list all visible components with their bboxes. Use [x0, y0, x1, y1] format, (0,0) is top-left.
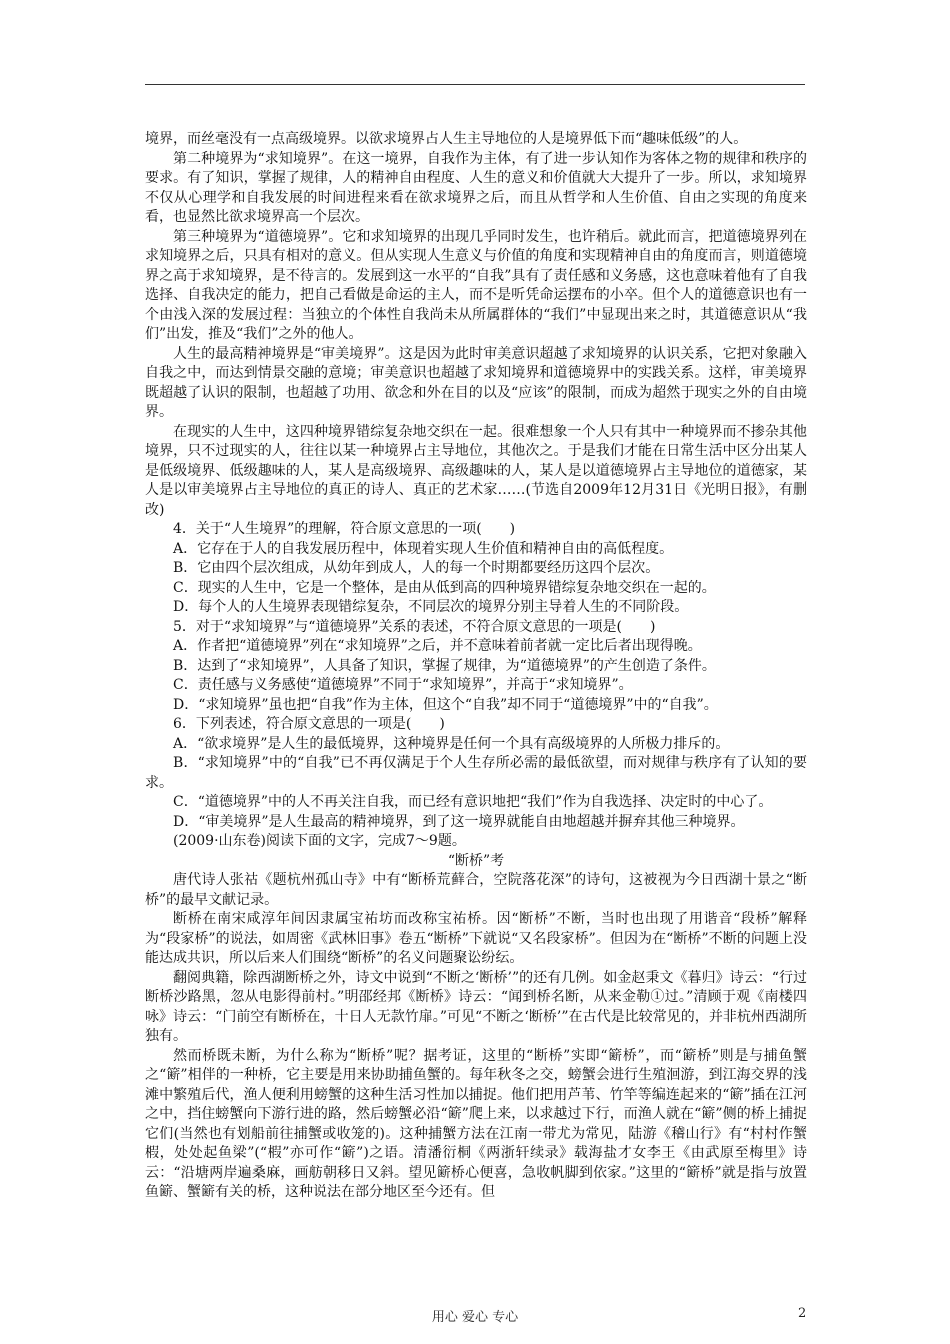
paragraph: 在现实的人生中，这四种境界错综复杂地交织在一起。很难想象一个人只有其中一种境界而不掺杂其他境界，只不过现实的人，往往以某一种境界占主导地位，其他次之。于是我们才能在日常生活中区分出某人是低级境界、低级趣味的人，某人是高级境界、高级趣味的人，某人是以道德境界占主导地位的道德家，某人是以审美境界占主导地位的真正的诗人、真正的艺术家……(节选自2009年12月31日《光明日报》，有删改): [145, 423, 807, 518]
paragraph: 然而桥既未断，为什么称为“断桥”呢？据考证，这里的“断桥”实即“簖桥”，而“簖桥”则是与捕鱼蟹之“簖”相伴的一种桥，它主要是用来协助捕鱼蟹的。每年秋冬之交，螃蟹会进行生殖洄游，到江海交界的浅滩中繁殖后代，渔人便利用螃蟹的这种生活习性加以捕捉。他们把用芦苇、竹竿等编连起来的“簖”插在江河之中，挡住螃蟹向下游行进的路，然后螃蟹必沿“簖”爬上来，以求越过下行，而渔人就在“簖”侧的桥上捕捉它们(当然也有划船前往捕蟹或收笼的)。这种捕蟹方法在江南一带尤为常见，陆游《稽山行》有“村村作蟹椵，处处起鱼梁”(“椵”亦可作“簖”)之语。清潘衍桐《两浙轩续录》载海盐才女李王《由武原至梅里》诗云：“沿塘两岸遍桑麻，画舫朝移日又斜。望见簖桥心便喜，急收帆脚到依家。”这里的“簖桥”就是指与放置鱼簖、蟹簖有关的桥，这种说法在部分地区至今还有。但: [145, 1047, 807, 1200]
paragraph: A．它存在于人的自我发展历程中，体现着实现人生价值和精神自由的高低程度。: [173, 540, 674, 557]
paragraph: C．“道德境界”中的人不再关注自我，而已经有意识地把“我们”作为自我选择、决定时的中心了。: [173, 794, 773, 810]
paragraph: 境界，而丝毫没有一点高级境界。以欲求境界占人生主导地位的人是境界低下而“趣味低级”的人。: [145, 131, 748, 147]
paragraph: B．达到了“求知境界”，人具备了知识，掌握了规律，为“道德境界”的产生创造了条件。: [173, 657, 716, 674]
article-title: “断桥”考: [447, 852, 505, 869]
paragraph: 5．对于“求知境界”与“道德境界”关系的表述，不符合原文意思的一项是( ): [173, 618, 656, 635]
paragraph: A．作者把“道德境界”列在“求知境界”之后，并不意味着前者就一定比后者出现得晚。: [173, 638, 702, 654]
paragraph: 第二种境界为“求知境界”。在这一境界，自我作为主体，有了进一步认知作为客体之物的规律和秩序的要求。有了知识，掌握了规律，人的精神自由程度、人生的意义和价值就大大提升了一步。所以，求知境界不仅从心理学和自我发展的时间进程来看在欲求境界之后，而且从哲学和人生价值、自由之实现的角度来看，也显然比欲求境界高一个层次。: [145, 150, 807, 225]
paragraph: B．它由四个层次组成，从幼年到成人，人的每一个时期都要经历这四个层次。: [173, 560, 660, 576]
paragraph: 人生的最高精神境界是“审美境界”。这是因为此时审美意识超越了求知境界的认识关系，它把对象融入自我之中，而达到情景交融的意境；审美意识也超越了求知境界和道德境界中的实践关系。这样，审美境界既超越了认识的限制，也超越了功用、欲念和外在目的以及“应该”的限制，而成为超然于现实之外的自由境界。: [145, 345, 807, 420]
passage-part-one: [145, 130, 807, 852]
paragraph: 断桥在南宋咸淳年间因隶属宝祐坊而改称宝祐桥。因“断桥”不断，当时也出现了用谐音“段桥”解释为“段家桥”的说法，如周密《武林旧事》卷五“断桥”下就说“又名段家桥”。但因为在“断桥”不断的问题上没能达成共识，所以后来人们围绕“断桥”的名义问题聚讼纷纭。: [145, 911, 807, 966]
paragraph: 6．下列表述，符合原文意思的一项是( ): [173, 716, 445, 732]
page-number: 2: [798, 1306, 807, 1321]
paragraph: D．“审美境界”是人生最高的精神境界，到了这一境界就能自由地超越并摒弃其他三种境界。: [173, 813, 745, 830]
paragraph: C．责任感与义务感使“道德境界”不同于“求知境界”，并高于“求知境界”。: [173, 677, 633, 693]
paragraph: A．“欲求境界”是人生的最低境界，这种境界是任何一个具有高级境界的人所极力排斥的。: [173, 735, 730, 752]
paragraph: D．每个人的人生境界表现错综复杂，不同层次的境界分别主导着人生的不同阶段。: [173, 599, 689, 615]
page-body: [145, 130, 807, 1203]
paragraph: 唐代诗人张祜《题杭州孤山寺》中有“断桥荒藓合，空院落花深”的诗句，这被视为今日西湖十景之“断桥”的最早文献记录。: [145, 872, 807, 908]
page-footer: 用心 爱心 专心: [431, 1310, 519, 1325]
paragraph: (2009·山东卷)阅读下面的文字，完成7～9题。: [173, 833, 466, 849]
header-rule: [145, 84, 805, 85]
passage-part-two: [145, 871, 807, 1203]
paragraph: 4．关于“人生境界”的理解，符合原文意思的一项( ): [173, 521, 516, 537]
paragraph: C．现实的人生中，它是一个整体，是由从低到高的四种境界错综复杂地交织在一起的。: [173, 579, 716, 596]
paragraph: B．“求知境界”中的“自我”已不再仅满足于个人生存所必需的最低欲望，而对规律与秩序有了认知的要求。: [145, 755, 807, 791]
paragraph: D．“求知境界”虽也把“自我”作为主体，但这个“自我”却不同于“道德境界”中的“自我”。: [173, 696, 718, 713]
paragraph: 第三种境界为“道德境界”。它和求知境界的出现几乎同时发生，也许稍后。就此而言，把道德境界列在求知境界之后，只具有相对的意义。但从实现人生意义与价值的角度和实现精神自由的角度而言，则道德境界之高于求知境界，是不待言的。发展到这一水平的“自我”具有了责任感和义务感，这也意味着他有了自我选择、自我决定的能力，把自己看做是命运的主人，而不是听凭命运摆布的小卒。但个人的道德意识也有一个由浅入深的发展过程：当独立的个体性自我尚未从所属群体的“我们”中显现出来之时，其道德意识从“我们”出发，推及“我们”之外的他人。: [145, 228, 807, 342]
paragraph: 翻阅典籍，除西湖断桥之外，诗文中说到“不断之‘断桥’”的还有几例。如金赵秉文《暮归》诗云：“行过断桥沙路黑，忽从电影得前村。”明邵经邦《断桥》诗云：“闻到桥名断，从来金勒①过。”清顾于观《南楼四咏》诗云：“门前空有断桥在，十日人无款竹扉。”可见“不断之‘断桥’”在古代是比较常见的，并非杭州西湖所独有。: [145, 969, 807, 1044]
